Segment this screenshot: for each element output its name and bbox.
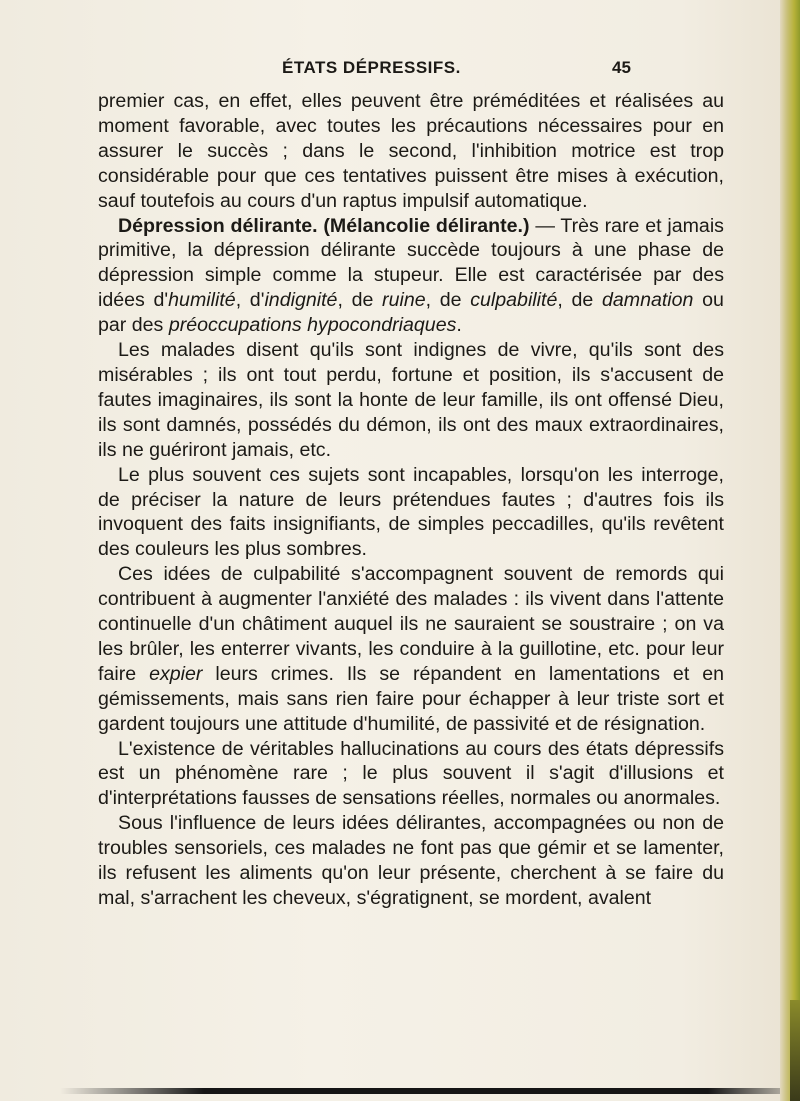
body-text (98, 89, 724, 911)
paragraph: premier cas, en effet, elles peuvent être préméditées et réalisées au moment favorable, avec toutes les précautions nécessaires pour en assurer le succès ; dans le second, l'inhibition motrice est trop considérable pour que ces tentatives puissent être mises à exécution, sauf toutefois au cours d'un raptus impulsif automatique. (98, 90, 724, 212)
paragraph: L'existence de véritables hallucinations au cours des états dépressifs est un phénomène rare ; le plus souvent il s'agit d'illusions et d'interprétations fausses de sensations réelles, normales ou anormales. (98, 737, 724, 810)
paragraph: Le plus souvent ces sujets sont incapables, lorsqu'on les interroge, de préciser la nature de leurs prétendues fautes ; d'autres fois ils invoquent des faits insignifiants, de simples peccadilles, qu'ils revêtent des couleurs les plus sombres. (98, 463, 724, 561)
page-edge-shadow (790, 1000, 800, 1101)
page-number: 45 (612, 58, 631, 77)
page-edge (780, 0, 800, 1101)
bottom-rule (60, 1088, 780, 1094)
page-header (0, 58, 800, 84)
paragraph-depression-delirante: Dépression délirante. (Mélancolie délirante.) — Très rare et jamais primitive, la dépression délirante succède toujours à une phase de dépression simple comme la stupeur. Elle est caractérisée par des idées d'humilité, d'indignité, de ruine, de culpabilité, de damnation ou par des préoccupations hypocondriaques. (98, 214, 724, 337)
running-head: ÉTATS DÉPRESSIFS. (282, 58, 461, 77)
paragraph: Ces idées de culpabilité s'accompagnent souvent de remords qui contribuent à augmenter l'anxiété des malades : ils vivent dans l'attente continuelle d'un châtiment auquel ils ne sauraient se soustraire ; on va les brûler, les enterrer vivants, les conduire à la guillotine, etc. pour leur faire expier leurs crimes. Ils se répandent en lamentations et en gémissements, mais sans rien faire pour échapper à leur triste sort et gardent toujours une attitude d'humilité, de passivité et de résignation. (98, 563, 724, 735)
paragraph: Les malades disent qu'ils sont indignes de vivre, qu'ils sont des misérables ; ils ont tout perdu, fortune et position, ils s'accusent de fautes imaginaires, ils sont la honte de leur famille, ils ont offensé Dieu, ils sont damnés, possédés du démon, ils ont des maux extraordinaires, ils ne guériront jamais, etc. (98, 339, 724, 461)
paragraph: Sous l'influence de leurs idées délirantes, accompagnées ou non de troubles sensoriels, ces malades ne font pas que gémir et se lamenter, ils refusent les aliments qu'on leur présente, cherchent à se faire du mal, s'arrachent les cheveux, s'égratignent, se mordent, avalent (98, 812, 724, 909)
section-title: Dépression délirante. (Mélancolie délirante.) (118, 214, 530, 237)
